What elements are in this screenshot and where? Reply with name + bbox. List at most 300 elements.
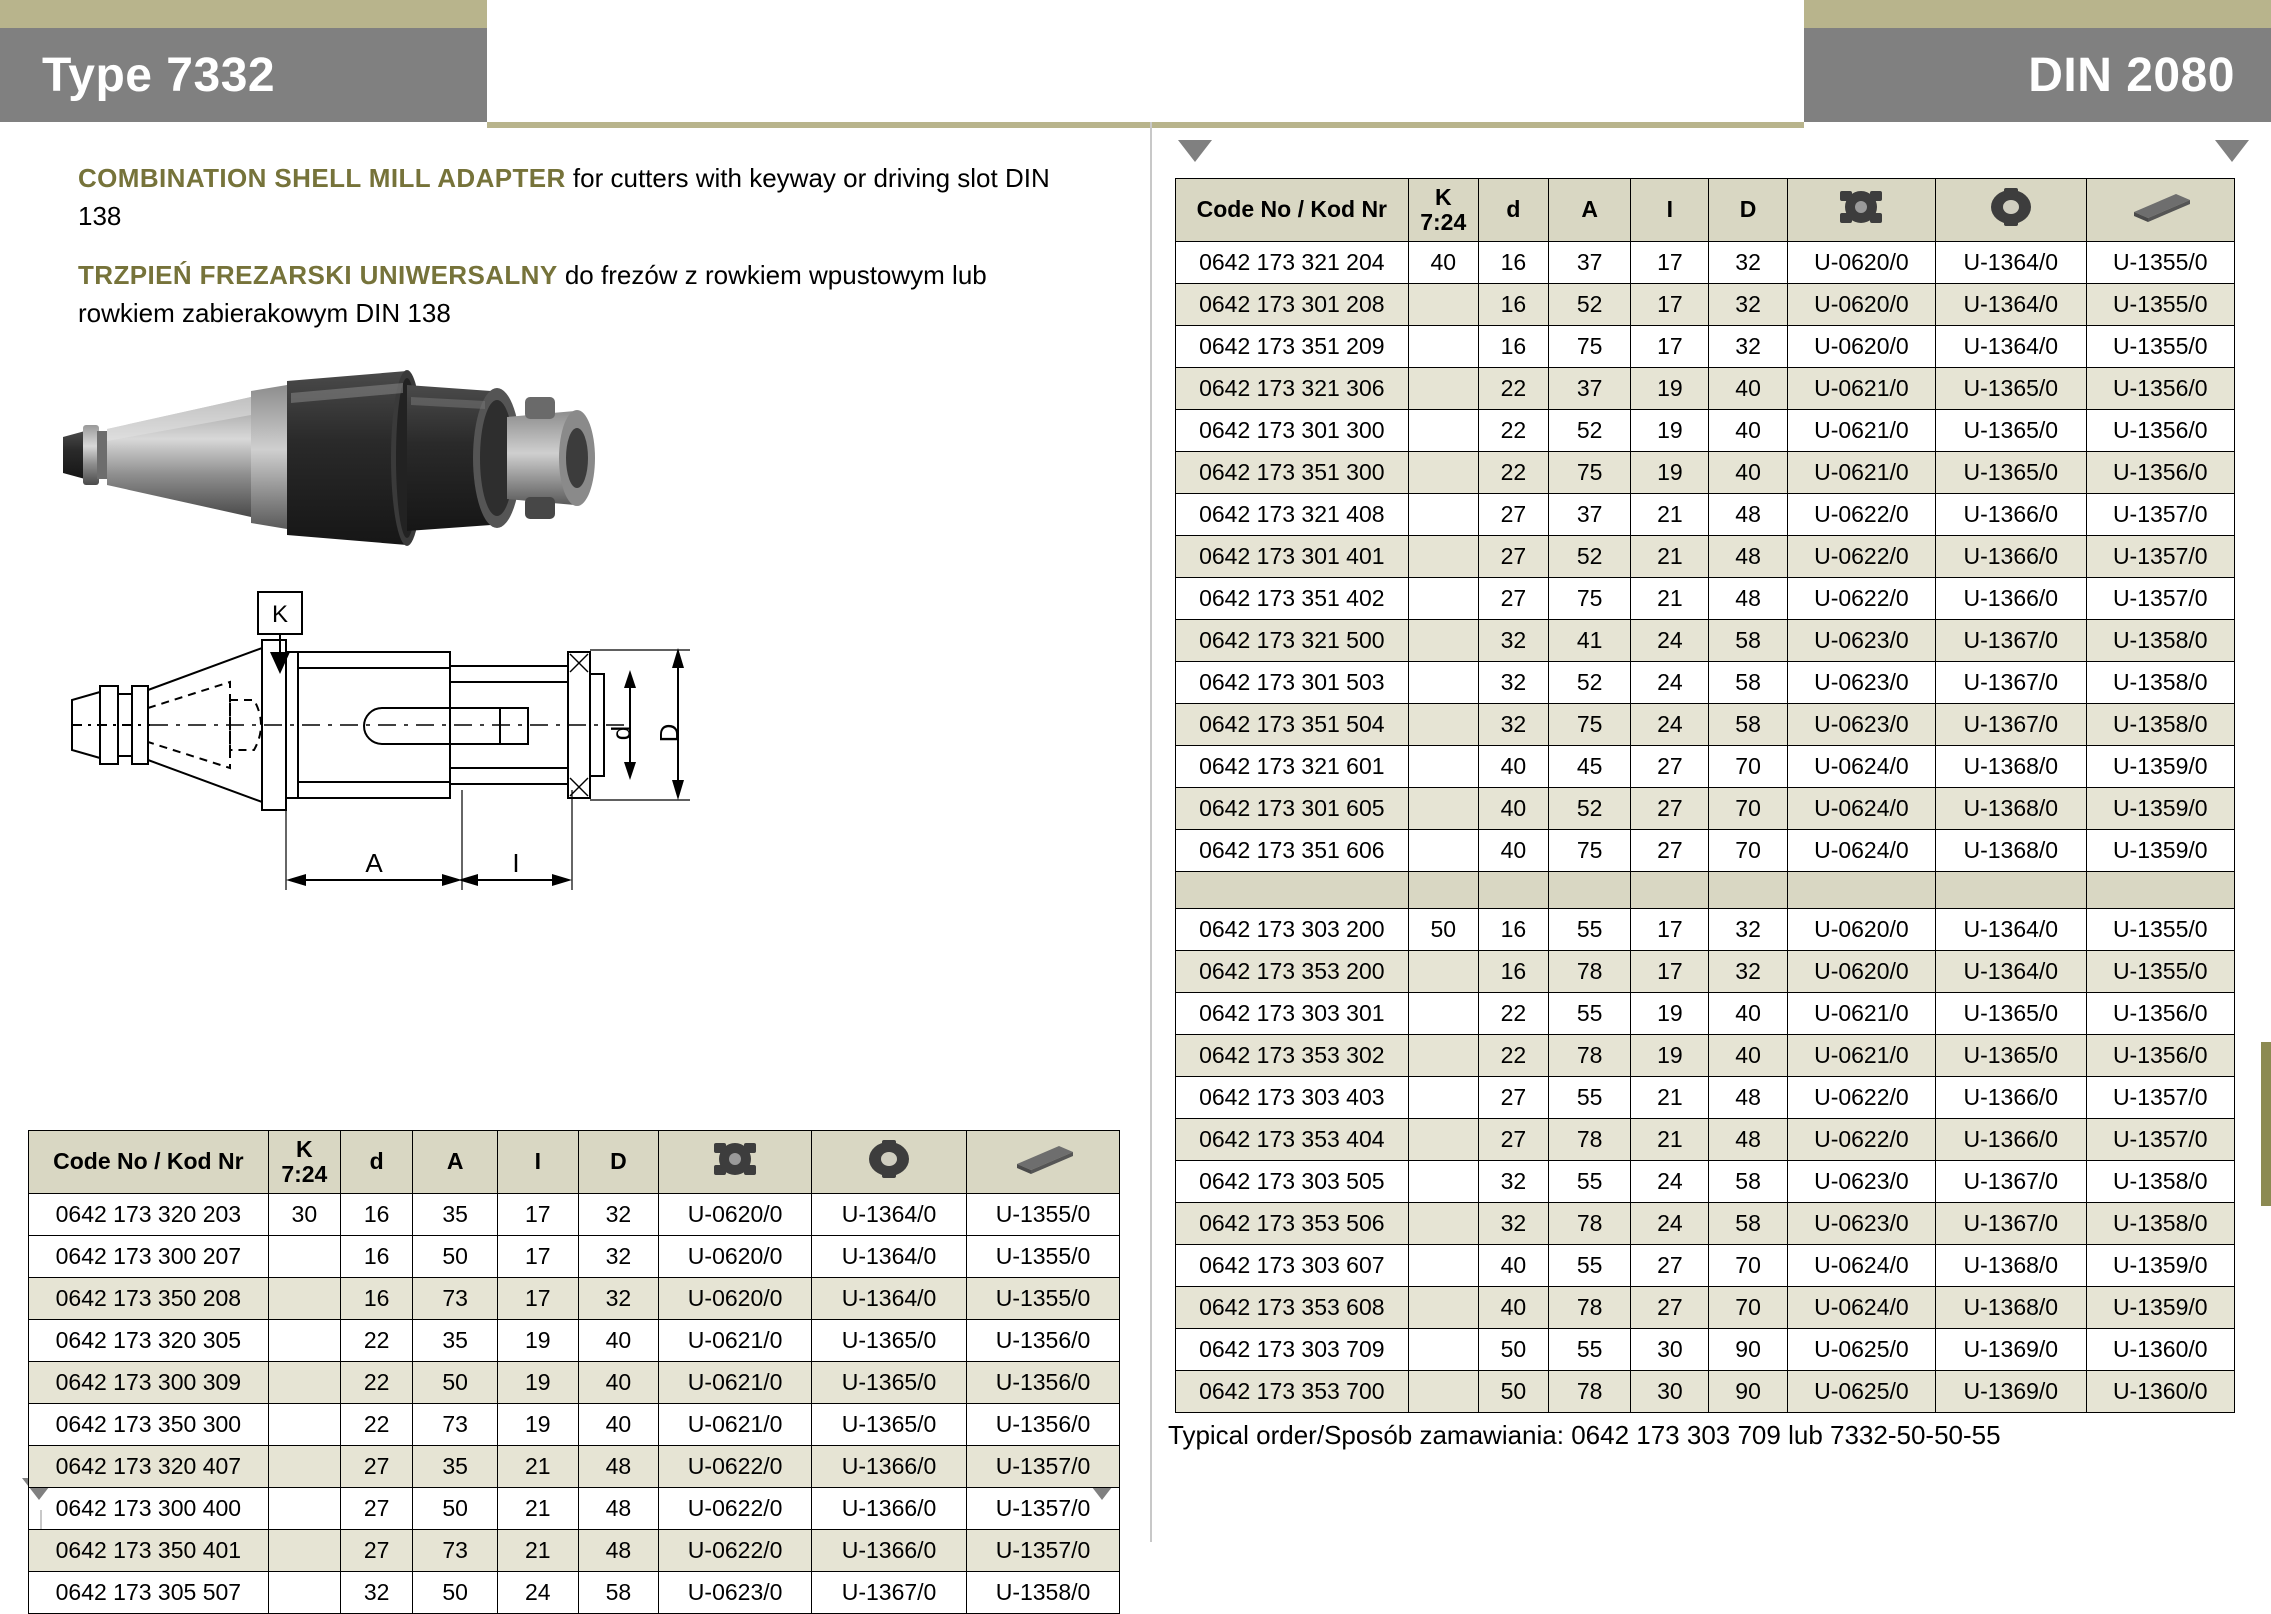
cell-key: U-1357/0 [2086,494,2234,536]
cell-I: 21 [498,1446,579,1488]
cell-k [1408,1035,1478,1077]
cell-D: 40 [1709,452,1787,494]
col-header-k [268,1131,340,1194]
cell-I: 24 [1631,620,1709,662]
cell-k [1408,620,1478,662]
cell-k [1408,284,1478,326]
cell-k: 50 [1408,909,1478,951]
cell-A: 75 [1549,704,1631,746]
cell-code: 0642 173 353 200 [1176,951,1409,993]
cell-d: 22 [1478,993,1548,1035]
cell-code: 0642 173 300 207 [29,1236,269,1278]
cell-I: 27 [1631,1287,1709,1329]
col-header-k-line2: 7:24 [1420,209,1467,235]
cell-I: 24 [1631,662,1709,704]
cell-A: 35 [413,1446,498,1488]
nut-icon [860,1139,918,1184]
cell-key: U-1359/0 [2086,830,2234,872]
cell-d: 22 [341,1404,413,1446]
cell-k [268,1530,340,1572]
cell-k [268,1446,340,1488]
cell-screw: U-0622/0 [1787,1077,1935,1119]
table-row [1176,284,2235,326]
cell-code: 0642 173 351 209 [1176,326,1409,368]
cell-d: 50 [1478,1371,1548,1413]
cell-k [268,1404,340,1446]
col-header-d: d [1478,179,1548,242]
cell-D: 58 [1709,620,1787,662]
cell-A: 37 [1549,242,1631,284]
cell-I: 30 [1631,1371,1709,1413]
col-header-nut [812,1131,967,1194]
screw-icon [706,1139,764,1184]
cell-A: 73 [413,1278,498,1320]
cell-I: 17 [498,1278,579,1320]
cell-screw: U-0621/0 [1787,368,1935,410]
cell-code: 0642 173 300 400 [29,1488,269,1530]
header-middle [487,28,1804,128]
cell-D: 40 [578,1404,659,1446]
cell-screw: U-0620/0 [1787,284,1935,326]
cell-nut: U-1367/0 [1936,620,2086,662]
cell-A: 52 [1549,284,1631,326]
cell-d: 27 [1478,578,1548,620]
cell-nut: U-1365/0 [1936,1035,2086,1077]
table-row [1176,1329,2235,1371]
cell-D: 48 [1709,578,1787,620]
cell-I: 21 [1631,578,1709,620]
cell-D: 58 [1709,1203,1787,1245]
cell-code: 0642 173 303 200 [1176,909,1409,951]
table-separator-row [1176,872,2235,909]
cell-k [1408,1245,1478,1287]
marker-triangle-icon [1178,140,1212,162]
cell-d: 22 [1478,1035,1548,1077]
cell-D: 32 [1709,242,1787,284]
cell-A: 55 [1549,1245,1631,1287]
cell-d: 27 [341,1530,413,1572]
table-row [1176,1077,2235,1119]
cell-d: 16 [1478,284,1548,326]
cell-D: 32 [1709,326,1787,368]
col-header-nut [1936,179,2086,242]
cell-D: 32 [1709,909,1787,951]
cell-key: U-1356/0 [967,1320,1120,1362]
cell-key: U-1358/0 [2086,662,2234,704]
cell-k [1408,1161,1478,1203]
col-header-k-line1: K [296,1135,313,1162]
cell-key: U-1358/0 [2086,704,2234,746]
cell-I: 21 [498,1530,579,1572]
cell-d: 16 [341,1236,413,1278]
cell-d: 22 [1478,368,1548,410]
cell-code: 0642 173 305 507 [29,1572,269,1614]
cell-screw: U-0621/0 [659,1362,812,1404]
header-band-left [0,0,487,28]
cell-D: 58 [1709,704,1787,746]
cell-key: U-1357/0 [967,1530,1120,1572]
table-row [1176,1161,2235,1203]
cell-d: 27 [1478,536,1548,578]
cell-screw: U-0621/0 [1787,993,1935,1035]
col-header-key [967,1131,1120,1194]
svg-text:A: A [365,848,383,878]
cell-D: 32 [578,1236,659,1278]
col-header-key [2086,179,2234,242]
col-header-d: d [341,1131,413,1194]
cell-D: 70 [1709,1287,1787,1329]
cell-key: U-1356/0 [2086,368,2234,410]
cell-code: 0642 173 321 500 [1176,620,1409,662]
cell-I: 27 [1631,1245,1709,1287]
cell-A: 52 [1549,410,1631,452]
cell-screw: U-0621/0 [1787,1035,1935,1077]
cell-k [268,1572,340,1614]
cell-D: 58 [1709,662,1787,704]
table-row [1176,746,2235,788]
cell-d: 27 [341,1488,413,1530]
cell-A: 78 [1549,1287,1631,1329]
cell-I: 21 [1631,1077,1709,1119]
table-row [1176,1371,2235,1413]
technical-drawing [30,590,790,1060]
cell-nut: U-1367/0 [1936,1203,2086,1245]
key-icon [2124,190,2196,229]
cell-code: 0642 173 351 402 [1176,578,1409,620]
cell-code: 0642 173 351 606 [1176,830,1409,872]
cell-key: U-1355/0 [2086,951,2234,993]
description-en [78,160,1078,235]
cell-d: 16 [1478,242,1548,284]
cell-I: 17 [1631,326,1709,368]
cell-D: 32 [1709,951,1787,993]
standard-title: DIN 2080 [2028,48,2235,102]
cell-I: 17 [498,1194,579,1236]
cell-d: 16 [341,1278,413,1320]
table-row [1176,1245,2235,1287]
cell-d: 27 [1478,494,1548,536]
cell-nut: U-1368/0 [1936,746,2086,788]
cell-nut: U-1366/0 [812,1446,967,1488]
cell-code: 0642 173 350 208 [29,1278,269,1320]
cell-key: U-1360/0 [2086,1329,2234,1371]
cell-d: 27 [1478,1119,1548,1161]
cell-k [1408,1119,1478,1161]
cell-key: U-1357/0 [2086,1119,2234,1161]
cell-k [1408,452,1478,494]
left-spec-table-body [29,1194,1120,1614]
cell-code: 0642 173 300 309 [29,1362,269,1404]
cell-code: 0642 173 320 305 [29,1320,269,1362]
cell-screw: U-0622/0 [1787,1119,1935,1161]
cell-k [1408,578,1478,620]
svg-text:I: I [512,848,520,878]
cell-A: 73 [413,1404,498,1446]
key-icon [1007,1142,1079,1181]
left-spec-table [28,1130,1120,1614]
cell-D: 40 [1709,993,1787,1035]
page-title: Type 7332 [42,48,276,102]
svg-text:D: D [654,723,684,743]
col-header-code: Code No / Kod Nr [29,1131,269,1194]
cell-I: 17 [1631,951,1709,993]
table-row [1176,620,2235,662]
cell-screw: U-0621/0 [659,1404,812,1446]
col-header-k-line2: 7:24 [281,1161,328,1187]
cell-A: 45 [1549,746,1631,788]
cell-nut: U-1364/0 [812,1236,967,1278]
right-spec-table [1175,178,2235,1413]
description-pl-rest: do frezów z rowkiem wpustowym lub rowkiem zabierakowym DIN 138 [78,260,987,329]
col-header-k-line1: K [1434,183,1452,210]
cell-D: 58 [1709,1161,1787,1203]
cell-code: 0642 173 320 203 [29,1194,269,1236]
cell-code: 0642 173 353 506 [1176,1203,1409,1245]
cell-A: 37 [1549,494,1631,536]
cell-nut: U-1369/0 [1936,1371,2086,1413]
cell-key: U-1357/0 [2086,1077,2234,1119]
cell-d: 16 [341,1194,413,1236]
col-header-k [1408,179,1478,242]
cell-k [1408,830,1478,872]
table-row [1176,536,2235,578]
table-row [1176,368,2235,410]
col-header-code: Code No / Kod Nr [1176,179,1409,242]
cell-nut: U-1367/0 [1936,1161,2086,1203]
cell-nut: U-1369/0 [1936,1329,2086,1371]
table-row [1176,909,2235,951]
cell-I: 21 [1631,494,1709,536]
description-en-title: COMBINATION SHELL MILL ADAPTER [78,163,566,193]
cell-nut: U-1365/0 [812,1404,967,1446]
col-header-D: D [1709,179,1787,242]
cell-k [1408,326,1478,368]
cell-code: 0642 173 320 407 [29,1446,269,1488]
table-row [29,1320,1120,1362]
cell-D: 48 [1709,1077,1787,1119]
cell-I: 19 [1631,410,1709,452]
cell-A: 50 [413,1236,498,1278]
cell-key: U-1359/0 [2086,788,2234,830]
cell-D: 40 [578,1320,659,1362]
cell-A: 75 [1549,452,1631,494]
cell-d: 32 [1478,1203,1548,1245]
cell-key: U-1359/0 [2086,1245,2234,1287]
cell-k [1408,704,1478,746]
cell-key: U-1358/0 [2086,1203,2234,1245]
cell-A: 35 [413,1320,498,1362]
cell-d: 40 [1478,788,1548,830]
cell-A: 50 [413,1362,498,1404]
cell-code: 0642 173 303 505 [1176,1161,1409,1203]
cell-D: 48 [578,1530,659,1572]
marker-triangle-icon [2215,140,2249,162]
nut-icon [1982,187,2040,232]
cell-A: 50 [413,1572,498,1614]
col-header-screw [659,1131,812,1194]
cell-nut: U-1368/0 [1936,788,2086,830]
cell-code: 0642 173 350 401 [29,1530,269,1572]
cell-k: 30 [268,1194,340,1236]
cell-k [1408,368,1478,410]
cell-A: 78 [1549,1371,1631,1413]
side-marker-bar [2261,1042,2271,1206]
cell-nut: U-1365/0 [1936,368,2086,410]
cell-screw: U-0624/0 [1787,1287,1935,1329]
cell-A: 37 [1549,368,1631,410]
cell-screw: U-0625/0 [1787,1371,1935,1413]
cell-D: 70 [1709,788,1787,830]
cell-d: 50 [1478,1329,1548,1371]
cell-d: 40 [1478,1287,1548,1329]
cell-d: 16 [1478,326,1548,368]
cell-key: U-1359/0 [2086,1287,2234,1329]
table-row [1176,788,2235,830]
table-header-row [29,1131,1120,1194]
cell-screw: U-0621/0 [1787,452,1935,494]
cell-code: 0642 173 350 300 [29,1404,269,1446]
cell-key: U-1357/0 [2086,578,2234,620]
right-spec-table-container [1175,178,2235,1413]
left-spec-table-container [28,1130,1120,1614]
table-row [1176,704,2235,746]
cell-k [1408,1077,1478,1119]
cell-nut: U-1364/0 [812,1278,967,1320]
cell-A: 78 [1549,1119,1631,1161]
table-row [29,1572,1120,1614]
cell-d: 22 [1478,452,1548,494]
table-row [1176,578,2235,620]
cell-A: 55 [1549,993,1631,1035]
table-row [1176,993,2235,1035]
cell-key: U-1355/0 [2086,909,2234,951]
cell-nut: U-1368/0 [1936,1287,2086,1329]
col-header-A: A [413,1131,498,1194]
cell-k [1408,662,1478,704]
cell-d: 22 [341,1362,413,1404]
cell-nut: U-1364/0 [812,1194,967,1236]
cell-nut: U-1365/0 [1936,410,2086,452]
cell-nut: U-1364/0 [1936,909,2086,951]
cell-d: 22 [1478,410,1548,452]
cell-d: 32 [1478,704,1548,746]
description-en-rest: for cutters with keyway or driving slot DIN 138 [78,163,1050,231]
cell-A: 52 [1549,662,1631,704]
cell-D: 32 [578,1194,659,1236]
cell-key: U-1356/0 [967,1404,1120,1446]
cell-A: 75 [1549,830,1631,872]
table-row [1176,1119,2235,1161]
cell-D: 48 [578,1446,659,1488]
cell-d: 32 [341,1572,413,1614]
cell-k [1408,494,1478,536]
cell-I: 19 [498,1362,579,1404]
cell-key: U-1358/0 [967,1572,1120,1614]
column-divider [1150,122,1152,1542]
cell-screw: U-0620/0 [1787,326,1935,368]
cell-screw: U-0623/0 [1787,704,1935,746]
cell-screw: U-0620/0 [1787,242,1935,284]
cell-D: 90 [1709,1371,1787,1413]
cell-d: 32 [1478,620,1548,662]
cell-key: U-1356/0 [2086,993,2234,1035]
table-row [1176,242,2235,284]
cell-screw: U-0623/0 [1787,620,1935,662]
cell-I: 19 [1631,452,1709,494]
svg-text:d: d [606,725,636,741]
cell-k [268,1278,340,1320]
cell-key: U-1357/0 [2086,536,2234,578]
cell-I: 21 [1631,1119,1709,1161]
table-row [29,1530,1120,1572]
table-row [1176,1287,2235,1329]
cell-screw: U-0623/0 [659,1572,812,1614]
cell-screw: U-0624/0 [1787,746,1935,788]
svg-text:K: K [271,601,289,628]
cell-code: 0642 173 301 605 [1176,788,1409,830]
table-row [1176,1035,2235,1077]
cell-I: 19 [498,1404,579,1446]
cell-code: 0642 173 351 504 [1176,704,1409,746]
cell-I: 21 [1631,536,1709,578]
table-row [29,1236,1120,1278]
cell-k [268,1488,340,1530]
cell-I: 17 [1631,909,1709,951]
cell-nut: U-1368/0 [1936,1245,2086,1287]
cell-k [1408,1287,1478,1329]
cell-k [1408,536,1478,578]
cell-key: U-1356/0 [967,1362,1120,1404]
cell-code: 0642 173 303 709 [1176,1329,1409,1371]
table-row [29,1404,1120,1446]
cell-A: 73 [413,1530,498,1572]
table-row [1176,830,2235,872]
cell-screw: U-0622/0 [1787,578,1935,620]
cell-d: 27 [1478,1077,1548,1119]
cell-D: 70 [1709,746,1787,788]
cell-A: 75 [1549,326,1631,368]
cell-d: 40 [1478,746,1548,788]
cell-I: 17 [1631,242,1709,284]
cell-key: U-1358/0 [2086,620,2234,662]
cell-D: 32 [1709,284,1787,326]
cell-k [1408,746,1478,788]
cell-D: 48 [1709,1119,1787,1161]
right-spec-table-body [1176,242,2235,1413]
cell-nut: U-1367/0 [812,1572,967,1614]
typical-order-note: Typical order/Sposób zamawiania: 0642 173 303 709 lub 7332-50-50-55 [1168,1420,2001,1450]
cell-k: 40 [1408,242,1478,284]
cell-d: 16 [1478,909,1548,951]
cell-nut: U-1366/0 [1936,494,2086,536]
cell-screw: U-0620/0 [1787,909,1935,951]
cell-k [268,1236,340,1278]
description-pl [78,257,1078,332]
cell-I: 24 [498,1572,579,1614]
col-header-I: I [1631,179,1709,242]
cell-nut: U-1368/0 [1936,830,2086,872]
cell-key: U-1355/0 [2086,326,2234,368]
cell-key: U-1355/0 [2086,242,2234,284]
cell-key: U-1358/0 [2086,1161,2234,1203]
cell-k [1408,993,1478,1035]
cell-I: 17 [1631,284,1709,326]
cell-I: 19 [1631,993,1709,1035]
cell-d: 40 [1478,1245,1548,1287]
cell-A: 55 [1549,1329,1631,1371]
header-band-right [1804,0,2271,28]
cell-screw: U-0621/0 [1787,410,1935,452]
